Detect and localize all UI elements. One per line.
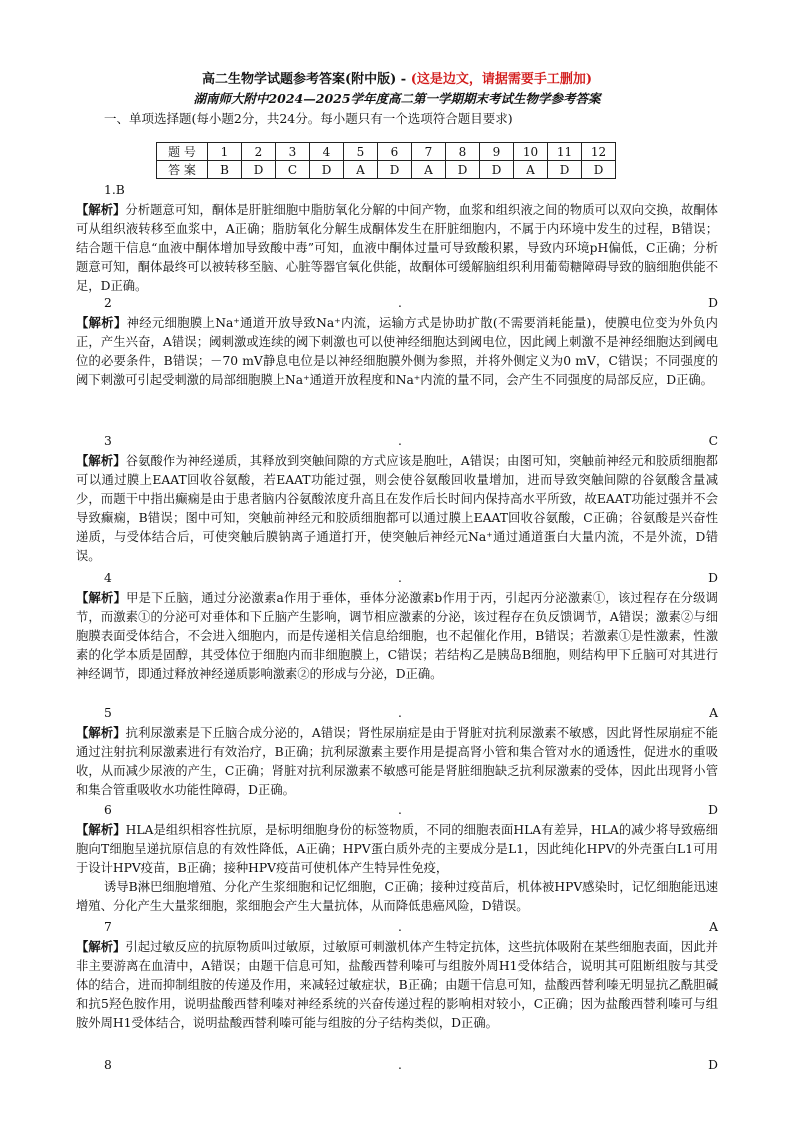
question-answer: C — [708, 434, 718, 448]
section-heading: 一、单项选择题(每小题2分，共24分。每小题只有一个选项符合题目要求) — [104, 111, 513, 126]
table-cell: 6 — [378, 143, 412, 161]
question-dot: . — [398, 706, 402, 720]
question-answer: D — [708, 296, 718, 310]
question-7 — [0, 920, 794, 1033]
analysis-tag: 【解析】 — [76, 590, 127, 605]
document-title — [0, 68, 794, 87]
title-margin-note: (这是边文，请据需要手工删加) — [410, 72, 593, 87]
question-3 — [0, 434, 794, 566]
explanation-text: 【解析】神经元细胞膜上Na⁺通道开放导致Na⁺内流，运输方式是协助扩散(不需要消耗能量)，使膜电位变为外负内正，产生兴奋，A错误；阈刺激或连续的阈下刺激也可以使神经细胞达到阈电位，因此阈上刺激不是神经细胞达到阈电位的必要条件，B错误；－70 mV静息电位是以神经细胞膜外侧为参照，并将外侧定义为0 mV，C错误；不同强度的阈下刺激可引起受刺激的局部细胞膜上Na⁺通道开放程度和Na⁺内流的量不同，会产生不同强度的局部反应，D正确。 — [76, 315, 718, 387]
explanation-text: 【解析】甲是下丘脑，通过分泌激素a作用于垂体，垂体分泌激素b作用于丙，引起丙分泌激素①，该过程存在分级调节，而激素①的分泌可对垂体和下丘脑产生影响，调节相应激素的分泌，该过程存在负反馈调节，A错误；激素②与细胞膜表面受体结合，不会进入细胞内，而是传递相关信息给细胞，也不起催化作用，B错误；若激素①是性激素，性激素的化学本质是固醇，其受体位于细胞内而非细胞膜上，C错误；若结构乙是胰岛B细胞，则结构甲下丘脑可对其进行神经调节，即通过释放神经递质影响激素②的形成与分泌，D正确。 — [76, 590, 718, 681]
table-cell: 12 — [582, 143, 616, 161]
question-answer: A — [709, 706, 718, 720]
table-cell: 11 — [548, 143, 582, 161]
table-cell: D — [242, 161, 276, 179]
question-number: 1.B — [104, 183, 125, 197]
table-cell: 4 — [310, 143, 344, 161]
question-number: 6 — [104, 803, 112, 817]
question-number: 8 — [104, 1058, 112, 1072]
question-6 — [0, 803, 794, 916]
table-cell: 2 — [242, 143, 276, 161]
answer-table-number-row — [157, 143, 616, 161]
question-2 — [0, 296, 794, 390]
question-number: 7 — [104, 920, 112, 934]
question-dot: . — [398, 434, 402, 448]
analysis-tag: 【解析】 — [76, 939, 126, 954]
table-cell: D — [310, 161, 344, 179]
question-answer: A — [709, 920, 718, 934]
table-cell: A — [412, 161, 446, 179]
table-cell: 3 — [276, 143, 310, 161]
table-cell: 5 — [344, 143, 378, 161]
row-label-number: 题 号 — [157, 143, 208, 161]
question-dot: . — [398, 296, 402, 310]
answer-table-answer-row — [157, 161, 616, 179]
table-cell: 9 — [480, 143, 514, 161]
analysis-tag: 【解析】 — [76, 822, 126, 837]
question-5 — [0, 706, 794, 800]
question-answer: D — [708, 571, 718, 585]
explanation-text: 【解析】引起过敏反应的抗原物质叫过敏原，过敏原可刺激机体产生特定抗体，这些抗体吸附在某些细胞表面，因此并非主要游离在血清中，A错误；由题干信息可知，盐酸西替利嗪可与组胺外周H1受体结合，说明其可阻断组胺与其受体的结合，进而抑制组胺的传递及作用，来减轻过敏症状，B正确；由题干信息可知，盐酸西替利嗪无明显抗乙酰胆碱和抗5羟色胺作用，说明盐酸西替利嗪对神经系统的兴奋传递过程的影响相对较小，C正确；因为盐酸西替利嗪可与组胺外周H1受体结合，说明盐酸西替利嗪可能与组胺的分子结构类似，D正确。 — [76, 939, 718, 1030]
question-answer: D — [708, 803, 718, 817]
analysis-tag: 【解析】 — [76, 202, 126, 217]
explanation-text: 【解析】HLA是组织相容性抗原，是标明细胞身份的标签物质，不同的细胞表面HLA有差异，HLA的减少将导致癌细胞向T细胞呈递抗原信息的有效性降低，A正确；HPV蛋白质外壳的主要成分是L1，因此纯化HPV的外壳蛋白L1可用于设计HPV疫苗，B正确；接种HPV疫苗可使机体产生特异性免疫， — [76, 822, 718, 875]
table-cell: 1 — [208, 143, 242, 161]
table-cell: 7 — [412, 143, 446, 161]
table-cell: D — [582, 161, 616, 179]
row-label-answer: 答 案 — [157, 161, 208, 179]
question-8 — [0, 1058, 794, 1075]
table-cell: A — [514, 161, 548, 179]
explanation-text: 【解析】谷氨酸作为神经递质，其释放到突触间隙的方式应该是胞吐，A错误；由图可知，突触前神经元和胶质细胞都可以通过膜上EAAT回收谷氨酸，若EAAT功能过强，则会使谷氨酸回收量增加，进而导致突触间隙的谷氨酸含量减少，而题干中指出癫痫是由于患者脑内谷氨酸浓度升高且在发作后长时间内保持高水平所致，故EAAT功能过强并不会导致癫痫，B错误；图中可知，突触前神经元和胶质细胞都可以通过膜上EAAT回收谷氨酸，C正确；谷氨酸是兴奋性递质，与受体结合后，可使突触后膜钠离子通道打开，使突触后神经元Na⁺通过通道蛋白大量内流，不是外流，D错误。 — [76, 453, 718, 563]
explanation-text-continued: 诱导B淋巴细胞增殖、分化产生浆细胞和记忆细胞，C正确；接种过疫苗后，机体被HPV感染时，记忆细胞能迅速增殖、分化产生大量浆细胞，浆细胞会产生大量抗体，从而降低患癌风险，D错误。 — [76, 880, 718, 913]
question-number: 2 — [104, 296, 112, 310]
table-cell: C — [276, 161, 310, 179]
question-1 — [0, 183, 794, 296]
analysis-tag: 【解析】 — [76, 315, 127, 330]
question-number: 5 — [104, 706, 112, 720]
analysis-tag: 【解析】 — [76, 725, 126, 740]
title-main: 高二生物学试题参考答案(附中版) - — [201, 72, 411, 87]
explanation-text: 【解析】分析题意可知，酮体是肝脏细胞中脂肪氧化分解的中间产物，血浆和组织液之间的物质可以双向交换，故酮体可从组织液转移至血浆中，A正确；脂肪氧化分解生成酮体发生在肝脏细胞内，不属于内环境中发生的过程，B错误；结合题干信息“血液中酮体增加导致酸中毒”可知，血液中酮体过量可导致酸积累，导致内环境pH偏低，C正确；分析题意可知，酮体最终可以被转移至脑、心脏等器官氧化供能，故酮体可缓解脑组织利用葡萄糖障碍导致的脑细胞供能不足，D正确。 — [76, 202, 718, 293]
question-4 — [0, 571, 794, 684]
table-cell: D — [378, 161, 412, 179]
question-dot: . — [398, 920, 402, 934]
analysis-tag: 【解析】 — [76, 453, 126, 468]
table-cell: B — [208, 161, 242, 179]
explanation-text: 【解析】抗利尿激素是下丘脑合成分泌的，A错误；肾性尿崩症是由于肾脏对抗利尿激素不敏感，因此肾性尿崩症不能通过注射抗利尿激素进行有效治疗，B正确；抗利尿激素主要作用是提高肾小管和集合管对水的通透性，促进水的重吸收，从而减少尿液的产生，C正确；肾脏对抗利尿激素不敏感可能是肾脏细胞缺乏抗利尿激素的受体，因此出现肾小管和集合管重吸收水功能性障碍，D正确。 — [76, 725, 718, 797]
question-answer: D — [708, 1058, 718, 1072]
question-dot: . — [398, 1058, 402, 1072]
table-cell: A — [344, 161, 378, 179]
table-cell: D — [480, 161, 514, 179]
table-cell: D — [548, 161, 582, 179]
question-dot: . — [398, 571, 402, 585]
question-dot: . — [398, 803, 402, 817]
table-cell: 8 — [446, 143, 480, 161]
answer-table — [156, 142, 616, 179]
question-number: 4 — [104, 571, 112, 585]
table-cell: D — [446, 161, 480, 179]
table-cell: 10 — [514, 143, 548, 161]
document-subtitle: 湖南师大附中2024—2025学年度高二第一学期期末考试生物学参考答案 — [193, 91, 601, 106]
question-number: 3 — [104, 434, 112, 448]
